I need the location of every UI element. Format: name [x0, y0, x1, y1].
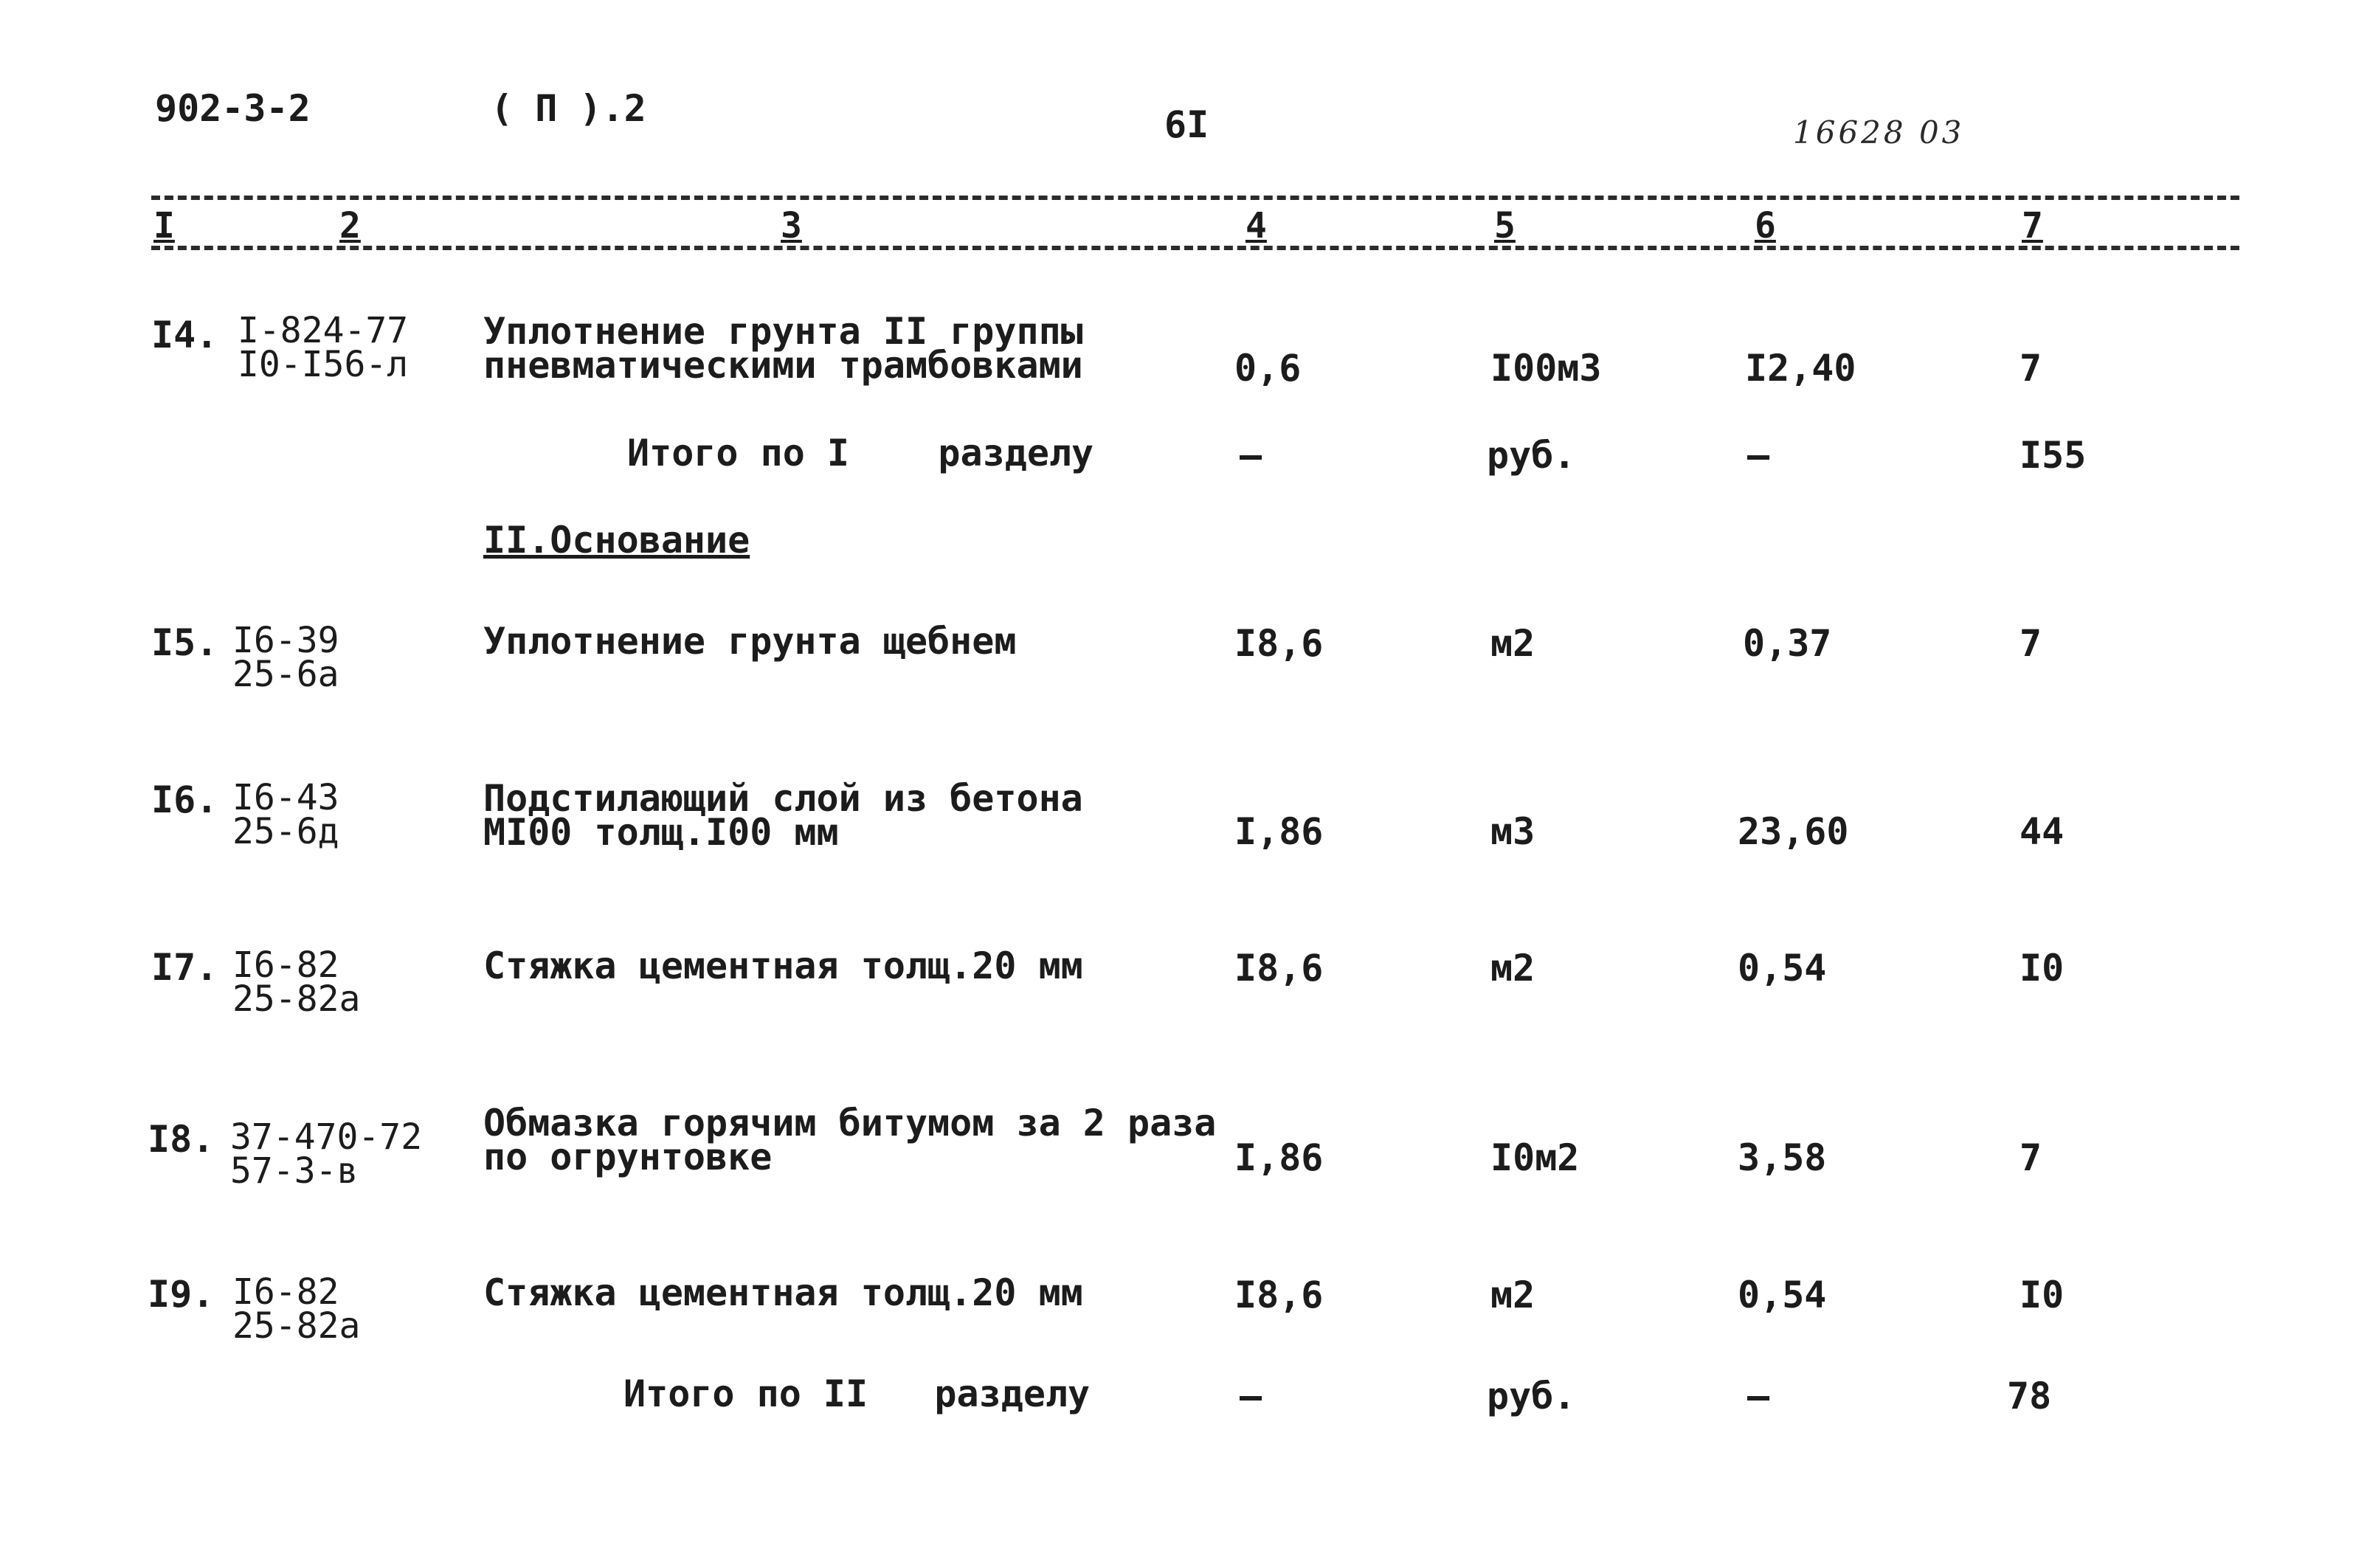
row-number: I4. [151, 314, 218, 356]
quantity: I8,6 [1234, 622, 1324, 665]
unit-price: 23,60 [1738, 810, 1849, 853]
quantity: 0,6 [1234, 347, 1302, 390]
row-number: I5. [151, 621, 218, 664]
norm-code-secondary: 57-3-в [230, 1150, 359, 1192]
quantity: I,86 [1234, 810, 1324, 853]
unit-price: I2,40 [1745, 347, 1856, 390]
work-description-line2: пневматическими трамбовками [483, 344, 1083, 387]
unit: м2 [1490, 1274, 1535, 1316]
norm-code-secondary: 25-82а [232, 1305, 361, 1347]
section-heading: II.Основание [483, 519, 750, 562]
unit: м3 [1490, 810, 1535, 853]
total-cost: 7 [2019, 622, 2042, 665]
column-number-6: 6 [1755, 205, 1776, 246]
total-cost: 7 [2019, 347, 2042, 390]
work-description-line1: Стяжка цементная толщ.20 мм [483, 1271, 1083, 1314]
total-cost: 44 [2019, 810, 2065, 853]
unit-price: 0,54 [1738, 947, 1827, 990]
row-number: I9. [148, 1273, 215, 1316]
unit: I00м3 [1490, 347, 1602, 390]
unit: м2 [1490, 622, 1535, 665]
row-number: I6. [151, 778, 218, 821]
norm-code-primary: I6-82 [232, 1271, 339, 1313]
subtotal-price: – [1747, 1375, 1770, 1417]
norm-code-primary: I-824-77 [238, 310, 409, 351]
total-cost: I0 [2019, 1274, 2065, 1316]
subtotal-total: I55 [2019, 434, 2087, 477]
header-top-rule [151, 196, 2239, 200]
work-description-line1: Стяжка цементная толщ.20 мм [483, 944, 1083, 987]
column-number-2: 2 [339, 205, 361, 246]
row-number: I8. [148, 1118, 215, 1161]
subtotal-unit: руб. [1487, 434, 1576, 477]
unit-price: 3,58 [1738, 1136, 1827, 1179]
column-number-5: 5 [1494, 205, 1516, 246]
norm-code-primary: I6-39 [232, 620, 339, 661]
unit-price: 0,37 [1743, 622, 1832, 665]
work-description-line1: Уплотнение грунта щебнем [483, 620, 1017, 663]
document-code: 902-3-2 [155, 87, 311, 130]
subtotal-quantity: – [1240, 434, 1262, 477]
work-description-line2: по огрунтовке [483, 1136, 773, 1178]
unit: м2 [1490, 947, 1535, 990]
work-description-line2: МI00 толщ.I00 мм [483, 811, 839, 854]
column-number-4: 4 [1245, 205, 1267, 246]
subtotal-label: Итого по I разделу [627, 432, 1094, 474]
column-number-7: 7 [2022, 205, 2043, 246]
column-number-1: I [153, 205, 175, 246]
work-description-line1: Обмазка горячим битумом за 2 раза [483, 1102, 1217, 1144]
norm-code-primary: I6-82 [232, 944, 339, 986]
subtotal-label: Итого по II разделу [623, 1372, 1091, 1415]
subtotal-quantity: – [1240, 1375, 1262, 1417]
unit-price: 0,54 [1738, 1274, 1827, 1316]
work-description-line1: Подстилающий слой из бетона [483, 777, 1083, 820]
header-bottom-rule [151, 246, 2239, 250]
norm-code-secondary: 25-6д [232, 811, 339, 852]
norm-code-secondary: I0-I56-л [238, 344, 409, 385]
quantity: I8,6 [1234, 1274, 1324, 1316]
work-description-line1: Уплотнение грунта II группы [483, 310, 1083, 353]
total-cost: I0 [2019, 947, 2065, 990]
handwritten-number: 16628 03 [1793, 114, 1965, 151]
column-number-3: 3 [781, 205, 802, 246]
subtotal-total: 78 [2007, 1375, 2052, 1417]
quantity: I8,6 [1234, 947, 1324, 990]
row-number: I7. [151, 946, 218, 989]
subtotal-price: – [1747, 434, 1770, 477]
page-number: 6I [1164, 103, 1209, 146]
norm-code-primary: I6-43 [232, 777, 339, 818]
unit: I0м2 [1490, 1136, 1580, 1179]
total-cost: 7 [2019, 1136, 2042, 1179]
norm-code-secondary: 25-82а [232, 978, 361, 1020]
section-reference: ( П ).2 [491, 87, 646, 130]
subtotal-unit: руб. [1487, 1375, 1576, 1417]
quantity: I,86 [1234, 1136, 1324, 1179]
norm-code-primary: 37-470-72 [230, 1116, 423, 1158]
norm-code-secondary: 25-6а [232, 654, 339, 695]
